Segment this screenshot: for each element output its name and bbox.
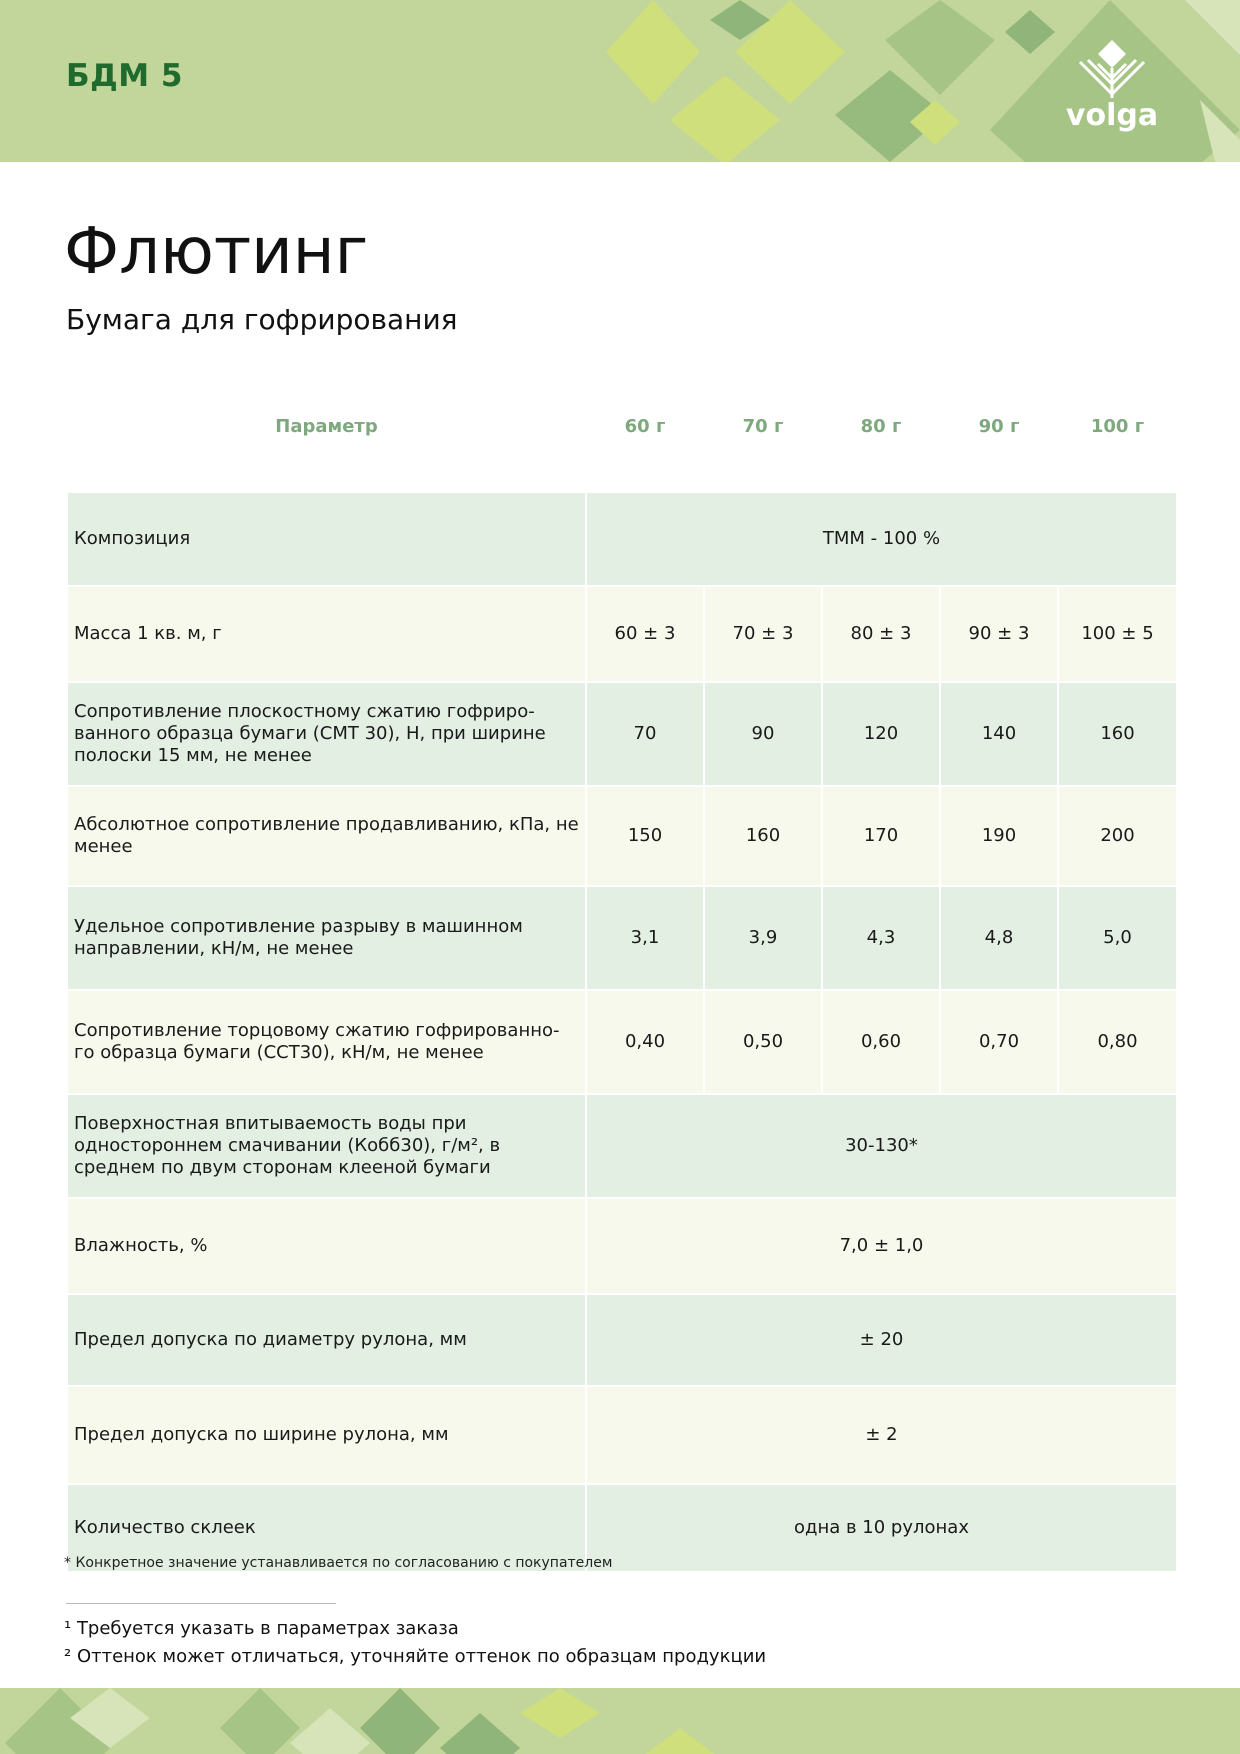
cell-value: 120	[822, 682, 940, 786]
cell-value: 3,9	[704, 886, 822, 990]
table-row	[67, 492, 1177, 586]
table-row	[67, 786, 1177, 886]
cell-value: 200	[1058, 786, 1177, 886]
merged-value: ± 2	[586, 1386, 1177, 1484]
row-label: Поверхностная впитываемость воды при одностороннем смачивании (Кобб30), г/м², в среднем по двум сторонам клееной бумаги	[67, 1094, 586, 1198]
page-subtitle: Бумага для гофрирования	[66, 303, 458, 336]
merged-value: ТММ - 100 %	[586, 492, 1177, 586]
row-label: Влажность, %	[67, 1198, 586, 1294]
logo-text: volga	[1065, 98, 1159, 133]
volga-logo	[1062, 36, 1162, 140]
row-label: Абсолютное сопротивление продавливанию, кПа, не менее	[67, 786, 586, 886]
cell-value: 150	[586, 786, 704, 886]
cell-value: 70	[586, 682, 704, 786]
cell-value: 100 ± 5	[1058, 586, 1177, 682]
header-decor	[0, 0, 1240, 162]
specification-table	[66, 383, 1178, 1573]
header-70: 70 г	[742, 415, 784, 437]
table-row	[67, 1386, 1177, 1484]
row-label: Сопротивление плоскостному сжатию гофриро-ванного образца бумаги (CMT 30), Н, при ширине полоски 15 мм, не менее	[67, 682, 586, 786]
row-label: Сопротивление торцовому сжатию гофрированно-го образца бумаги (ССТ30), кН/м, не менее	[67, 990, 586, 1094]
cell-value: 160	[1058, 682, 1177, 786]
header-90: 90 г	[978, 415, 1020, 437]
footnote-divider	[66, 1603, 336, 1604]
footnote-1: ¹ Требуется указать в параметрах заказа	[64, 1618, 459, 1639]
cell-value: 0,80	[1058, 990, 1177, 1094]
row-label: Масса 1 кв. м, г	[67, 586, 586, 682]
header-80: 80 г	[860, 415, 902, 437]
table-row	[67, 682, 1177, 786]
header-band	[0, 0, 1240, 162]
footer-decor	[0, 1688, 1240, 1754]
asterisk-note: * Конкретное значение устанавливается по согласованию с покупателем	[64, 1555, 613, 1571]
merged-value: одна в 10 рулонах	[586, 1484, 1177, 1572]
table-row	[67, 586, 1177, 682]
cell-value: 5,0	[1058, 886, 1177, 990]
table-header-row	[67, 383, 1177, 470]
table-row	[67, 886, 1177, 990]
row-label: Количество склеек	[67, 1484, 586, 1572]
cell-value: 80 ± 3	[822, 586, 940, 682]
row-label: Удельное сопротивление разрыву в машинном направлении, кН/м, не менее	[67, 886, 586, 990]
cell-value: 190	[940, 786, 1058, 886]
cell-value: 160	[704, 786, 822, 886]
cell-value: 170	[822, 786, 940, 886]
cell-value: 4,3	[822, 886, 940, 990]
cell-value: 0,40	[586, 990, 704, 1094]
machine-label: БДМ 5	[66, 58, 183, 94]
table-row	[67, 1198, 1177, 1294]
cell-value: 4,8	[940, 886, 1058, 990]
footer-band	[0, 1688, 1240, 1754]
row-label: Предел допуска по диаметру рулона, мм	[67, 1294, 586, 1386]
cell-value: 0,70	[940, 990, 1058, 1094]
cell-value: 90 ± 3	[940, 586, 1058, 682]
page-title: Флютинг	[64, 215, 369, 289]
merged-value: ± 20	[586, 1294, 1177, 1386]
header-60: 60 г	[624, 415, 666, 437]
header-100: 100 г	[1090, 415, 1145, 437]
table-row	[67, 1294, 1177, 1386]
footnote-2: ² Оттенок может отличаться, уточняйте оттенок по образцам продукции	[64, 1646, 767, 1667]
row-label: Предел допуска по ширине рулона, мм	[67, 1386, 586, 1484]
cell-value: 70 ± 3	[704, 586, 822, 682]
cell-value: 0,50	[704, 990, 822, 1094]
cell-value: 60 ± 3	[586, 586, 704, 682]
cell-value: 140	[940, 682, 1058, 786]
cell-value: 90	[704, 682, 822, 786]
row-label: Композиция	[67, 492, 586, 586]
table-row	[67, 1094, 1177, 1198]
cell-value: 3,1	[586, 886, 704, 990]
tree-icon	[1062, 36, 1162, 98]
header-parameter: Параметр	[275, 415, 378, 437]
table-row	[67, 990, 1177, 1094]
merged-value: 7,0 ± 1,0	[586, 1198, 1177, 1294]
merged-value: 30-130*	[586, 1094, 1177, 1198]
cell-value: 0,60	[822, 990, 940, 1094]
